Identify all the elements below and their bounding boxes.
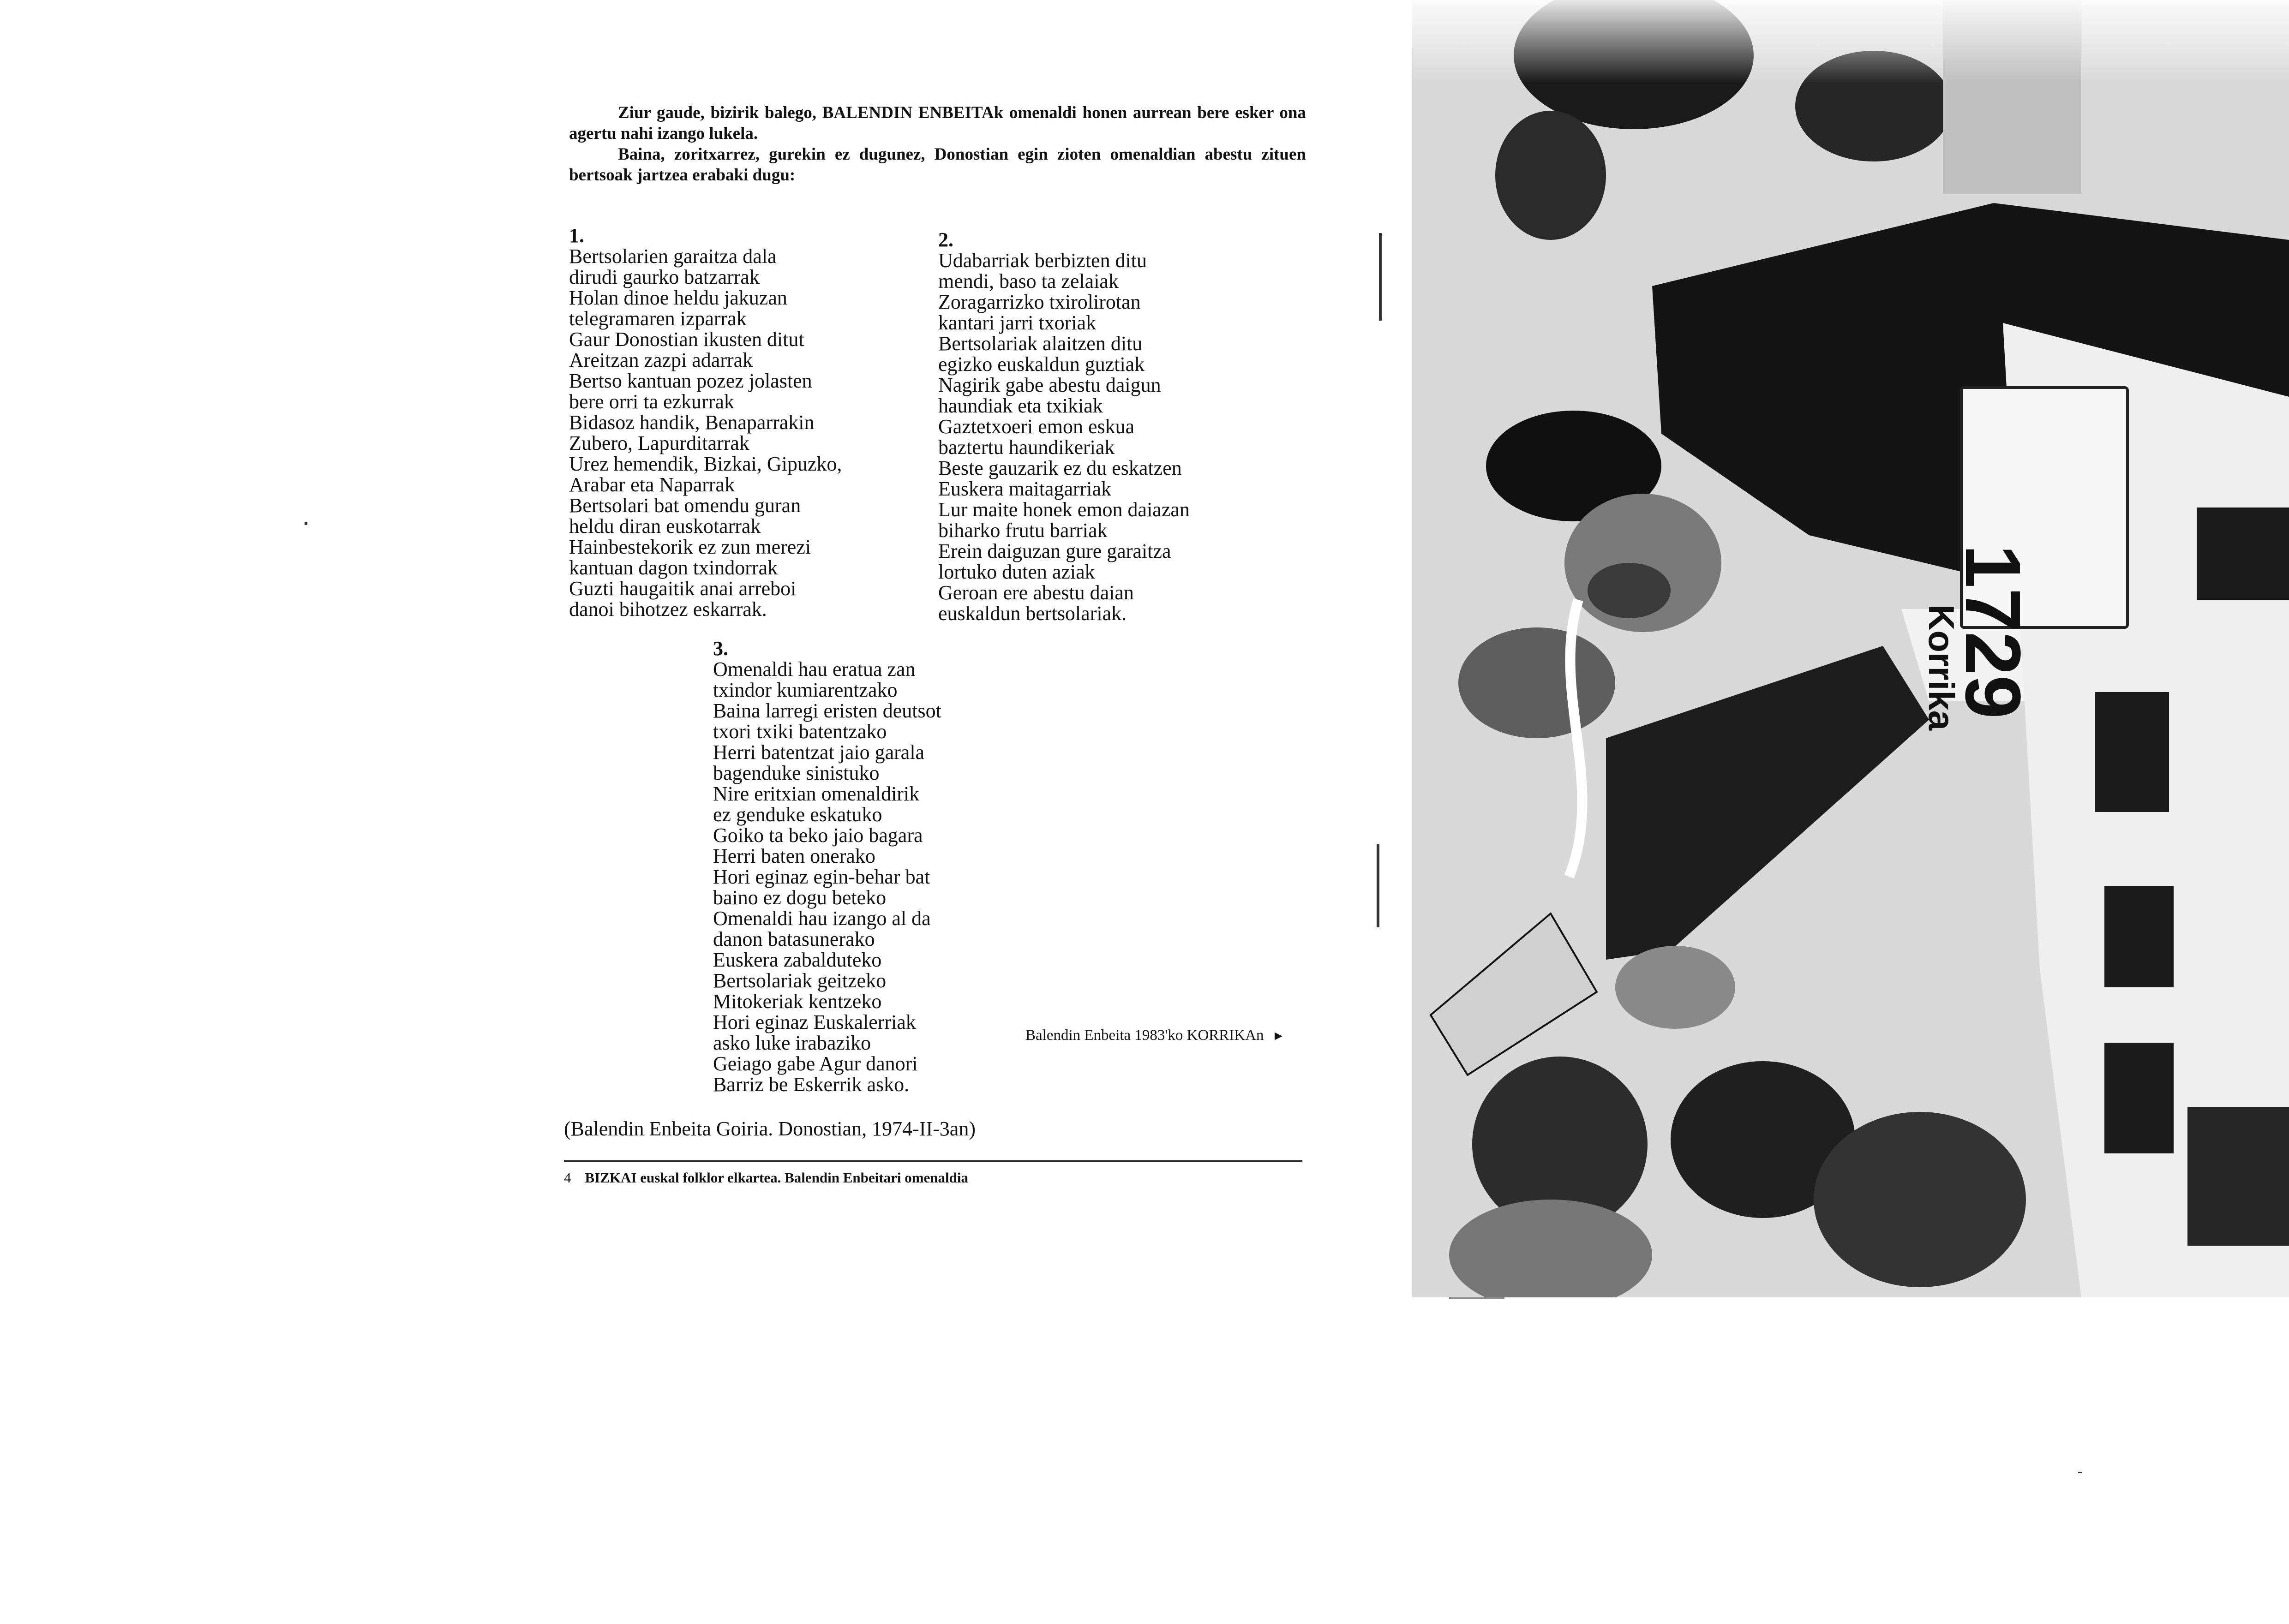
verse-line: baino ez dogu beteko xyxy=(713,886,887,909)
stanza-3 xyxy=(713,638,941,1095)
verse-line: Udabarriak berbizten ditu xyxy=(938,249,1147,272)
verse-line: Omenaldi hau eratua zan xyxy=(713,658,916,681)
verse-line: Herri batentzat jaio garala xyxy=(713,741,925,764)
verse-line: baztertu haundikeriak xyxy=(938,436,1115,459)
verse-line: Euskera maitagarriak xyxy=(938,478,1112,500)
scan-speck xyxy=(1449,1297,1504,1299)
page-footer xyxy=(564,1170,968,1186)
verse-line: Omenaldi hau izango al da xyxy=(713,907,931,930)
verse-line: Gaztetxoeri emon eskua xyxy=(938,415,1135,438)
page-number: 4 xyxy=(564,1170,571,1186)
verse-line: dirudi gaurko batzarrak xyxy=(569,266,760,288)
verse-line: Bertso kantuan pozez jolasten xyxy=(569,370,812,392)
stanza-number: 1. xyxy=(569,224,584,247)
verse-line: euskaldun bertsolariak. xyxy=(938,602,1127,625)
verse-line: kantari jarri txoriak xyxy=(938,311,1097,334)
bib-label: Korrika xyxy=(1921,604,1962,731)
verse-line: Geroan ere abestu daian xyxy=(938,581,1134,604)
verse-line: Bertsolarien garaitza dala xyxy=(569,245,777,268)
stanza-number: 3. xyxy=(713,637,728,660)
verse-line: Geiago gabe Agur danori xyxy=(713,1052,918,1075)
margin-mark xyxy=(1377,844,1379,927)
footer-divider xyxy=(564,1160,1302,1162)
verse-line: kantuan dagon txindorrak xyxy=(569,556,778,579)
verse-line: Goiko ta beko jaio bagara xyxy=(713,824,923,847)
verse-line: Bertsolariak geitzeko xyxy=(713,969,887,992)
bib-number: 1729 xyxy=(1949,544,2037,719)
verse-line: Herri baten onerako xyxy=(713,845,875,867)
verse-line: Nire eritxian omenaldirik xyxy=(713,782,920,805)
verse-line: Nagirik gabe abestu daigun xyxy=(938,374,1161,396)
verse-line: txori txiki batentzako xyxy=(713,720,887,743)
verse-line: Areitzan zazpi adarrak xyxy=(569,349,753,371)
footer-text: BIZKAI euskal folklor elkartea. Balendin Enbeitari omenaldia xyxy=(585,1170,968,1186)
verse-line: Hori eginaz egin-behar bat xyxy=(713,866,930,888)
verse-line: Lur maite honek emon daiazan xyxy=(938,498,1190,521)
intro-paragraph-2: Baina, zoritxarrez, gurekin ez dugunez, Donostian egin zioten omenaldian abestu zituen bertsoak jartzea erabaki dugu: xyxy=(569,145,1306,185)
stanza-number: 2. xyxy=(938,228,953,251)
verse-line: Beste gauzarik ez du eskatzen xyxy=(938,457,1182,479)
verse-line: heldu diran euskotarrak xyxy=(569,515,761,537)
verse-line: biharko frutu barriak xyxy=(938,519,1108,542)
verse-line: Bidasoz handik, Benaparrakin xyxy=(569,411,815,434)
verse-line: Urez hemendik, Bizkai, Gipuzko, xyxy=(569,453,842,475)
verse-line: Mitokeriak kentzeko xyxy=(713,990,882,1013)
verse-line: Arabar eta Naparrak xyxy=(569,473,735,496)
verse-line: ez genduke eskatuko xyxy=(713,803,882,826)
verse-line: bere orri ta ezkurrak xyxy=(569,390,734,413)
verse-line: telegramaren izparrak xyxy=(569,307,747,330)
intro-paragraph-1: Ziur gaude, bizirik balego, BALENDIN ENBEITAk omenaldi honen aurrean bere esker ona agertu nahi izango lukela. xyxy=(569,103,1306,143)
verse-line: Guzti haugaitik anai arreboi xyxy=(569,577,797,600)
verse-line: Erein daiguzan gure garaitza xyxy=(938,540,1171,562)
korrika-photo xyxy=(1412,0,2289,1297)
verse-line: Hainbestekorik ez zun merezi xyxy=(569,536,811,558)
verse-line: Gaur Donostian ikusten ditut xyxy=(569,328,804,351)
stanza-1 xyxy=(569,225,842,620)
scan-speck xyxy=(305,522,307,525)
caption-arrow-icon: ► xyxy=(1272,1029,1285,1043)
verse-line: lortuko duten aziak xyxy=(938,561,1095,583)
verse-line: danoi bihotzez eskarrak. xyxy=(569,598,767,621)
verse-line: Barriz be Eskerrik asko. xyxy=(713,1073,910,1096)
verse-line: egizko euskaldun guztiak xyxy=(938,353,1145,376)
verse-line: asko luke irabaziko xyxy=(713,1032,871,1054)
scan-speck xyxy=(2078,1472,2082,1473)
intro-text xyxy=(569,102,1306,185)
signature-line: (Balendin Enbeita Goiria. Donostian, 1974-II-3an) xyxy=(564,1117,976,1140)
verse-line: bagenduke sinistuko xyxy=(713,762,880,784)
verse-line: mendi, baso ta zelaiak xyxy=(938,270,1119,293)
verse-line: Hori eginaz Euskalerriak xyxy=(713,1011,916,1033)
caption-text: Balendin Enbeita 1983'ko KORRIKAn xyxy=(1025,1027,1264,1044)
verse-line: Zubero, Lapurditarrak xyxy=(569,432,749,454)
verse-line: danon batasunerako xyxy=(713,928,875,950)
verse-line: Bertsolariak alaitzen ditu xyxy=(938,332,1143,355)
verse-line: haundiak eta txikiak xyxy=(938,394,1103,417)
verse-line: Zoragarrizko txirolirotan xyxy=(938,291,1141,313)
stanza-2 xyxy=(938,229,1190,624)
photo-caption xyxy=(1025,1027,1285,1044)
verse-line: Bertsolari bat omendu guran xyxy=(569,494,801,517)
verse-line: Euskera zabalduteko xyxy=(713,949,882,971)
verse-line: Holan dinoe heldu jakuzan xyxy=(569,287,787,309)
margin-mark xyxy=(1379,233,1382,321)
verse-line: txindor kumiarentzako xyxy=(713,679,898,701)
verse-line: Baina larregi eristen deutsot xyxy=(713,699,941,722)
